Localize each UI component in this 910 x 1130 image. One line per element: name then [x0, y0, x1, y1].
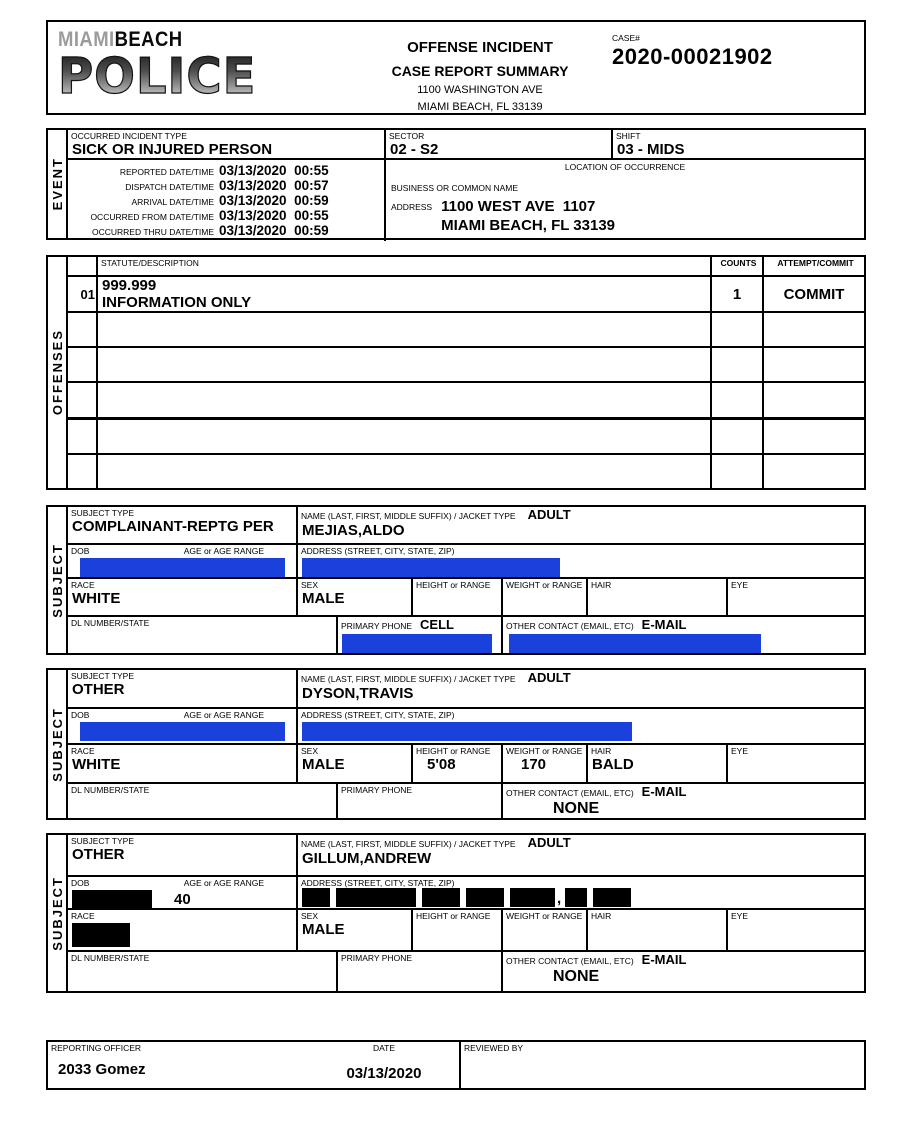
subject-name-value: GILLUM,ANDREW: [302, 850, 432, 867]
location-of-occurrence-label: LOCATION OF OCCURRENCE: [564, 162, 686, 172]
other-contact-cell: [503, 784, 864, 818]
dl-label: DL NUMBER/STATE: [71, 618, 150, 629]
race-cell: [68, 745, 298, 782]
hair-label: HAIR: [591, 746, 612, 757]
offense-description: INFORMATION ONLY: [102, 294, 252, 312]
subject-section-1: [46, 505, 866, 655]
dob-cell: [68, 545, 298, 578]
race-value: WHITE: [72, 590, 121, 608]
subject-name-cell: [298, 670, 864, 707]
subject-address-cell: [298, 545, 864, 578]
sex-label: SEX: [301, 746, 319, 757]
subject-name-value: MEJIAS,ALDO: [302, 522, 405, 539]
address-comma: ,: [557, 890, 562, 907]
eye-cell: [728, 745, 864, 782]
subject-section-2: [46, 668, 866, 820]
reported-datetime-value: 03/13/2020 00:55: [219, 163, 329, 178]
event-section: [46, 128, 866, 240]
incident-type-cell: [68, 130, 386, 158]
jacket-type-value: ADULT: [527, 835, 571, 850]
hair-cell: [588, 910, 728, 950]
weight-cell: [503, 745, 588, 782]
offense-counts: 1: [712, 277, 764, 311]
subject-type-value: COMPLAINANT-REPTG PER: [72, 518, 274, 535]
dob-label: DOB: [71, 709, 90, 720]
race-label: RACE: [71, 746, 95, 757]
offense-number: 01: [68, 277, 98, 311]
subject-type-cell: [68, 507, 298, 543]
address-redaction-bar: [510, 888, 555, 907]
sex-value: MALE: [302, 756, 345, 774]
sex-value: MALE: [302, 921, 345, 938]
subject-type-cell: [68, 670, 298, 707]
report-title-block: [348, 22, 612, 113]
dob-cell: [68, 877, 298, 908]
address-redaction-bars: [302, 888, 864, 907]
case-number: 2020-00021902: [612, 44, 773, 69]
case-number-block: [612, 22, 864, 113]
offense-empty-row: [68, 420, 864, 455]
age-label: AGE or AGE RANGE: [183, 709, 264, 720]
occurred-from-datetime-value: 03/13/2020 00:55: [219, 208, 329, 223]
other-contact-value: NONE: [553, 968, 600, 985]
dl-label: DL NUMBER/STATE: [71, 784, 150, 795]
primary-phone-label: PRIMARY PHONE: [341, 784, 413, 795]
address-redaction-bar: [466, 888, 504, 907]
counts-header: COUNTS: [720, 258, 757, 268]
weight-cell: [503, 910, 588, 950]
offense-empty-row: [68, 383, 864, 419]
report-page: [46, 20, 866, 1090]
report-title: OFFENSE INCIDENT: [407, 39, 553, 56]
address-redaction-bar: [302, 888, 330, 907]
event-label-column: [48, 130, 68, 238]
subject-address-label: ADDRESS (STREET, CITY, STATE, ZIP): [301, 545, 455, 556]
dl-cell: [68, 784, 338, 818]
hair-label: HAIR: [591, 580, 612, 591]
business-name-label: BUSINESS OR COMMON NAME: [391, 183, 519, 193]
dob-cell: [68, 709, 298, 743]
location-of-occurrence-cell: [386, 160, 864, 241]
subject-type-cell: [68, 835, 298, 875]
offenses-vertical-label: OFFENSES: [49, 329, 65, 416]
offense-row: [68, 277, 864, 313]
hair-cell: [588, 745, 728, 782]
sector-value: 02 - S2: [390, 141, 439, 158]
other-contact-redaction-bar: [509, 634, 761, 653]
other-contact-type: E-MAIL: [641, 783, 687, 799]
datetime-row: [70, 178, 378, 193]
sex-cell: [298, 910, 413, 950]
reviewed-by-cell: [461, 1042, 864, 1088]
reporting-officer-label: REPORTING OFFICER: [51, 1043, 142, 1053]
logo-miami-text: MIAMI: [58, 28, 115, 51]
hair-cell: [588, 579, 728, 615]
subject-address-cell: [298, 877, 864, 908]
shift-label: SHIFT: [616, 131, 641, 141]
other-contact-label: OTHER CONTACT (EMAIL, ETC): [506, 787, 634, 798]
name-label: NAME (LAST, FIRST, MIDDLE SUFFIX) / JACKET TYPE: [301, 674, 516, 684]
event-vertical-label: EVENT: [49, 157, 65, 211]
other-contact-label: OTHER CONTACT (EMAIL, ETC): [506, 621, 634, 632]
subject-name-cell: [298, 835, 864, 875]
other-contact-type: E-MAIL: [641, 617, 687, 633]
phone-type-value: CELL: [420, 617, 454, 633]
occurred-thru-datetime-label: OCCURRED THRU DATE/TIME: [92, 227, 214, 237]
subject-label-column: [48, 835, 68, 991]
sector-label: SECTOR: [389, 131, 425, 141]
occurrence-address-line1: 1100 WEST AVE 1107: [441, 198, 596, 215]
arrival-datetime-label: ARRIVAL DATE/TIME: [131, 197, 214, 207]
subject-label-column: [48, 507, 68, 653]
offense-statute: 999.999: [102, 277, 157, 294]
weight-cell: [503, 579, 588, 615]
subject-label-column: [48, 670, 68, 818]
date-label: DATE: [372, 1043, 396, 1053]
arrival-datetime-value: 03/13/2020 00:59: [219, 193, 329, 208]
race-cell: [68, 910, 298, 950]
phone-cell: [338, 952, 503, 991]
dl-cell: [68, 617, 338, 653]
height-label: HEIGHT or RANGE: [416, 580, 491, 591]
primary-phone-label: PRIMARY PHONE: [341, 621, 413, 632]
sex-label: SEX: [301, 911, 319, 921]
sex-label: SEX: [301, 580, 319, 591]
date-value: 03/13/2020: [346, 1065, 422, 1082]
race-label: RACE: [71, 580, 95, 591]
other-contact-cell: [503, 952, 864, 991]
eye-label: EYE: [731, 911, 749, 921]
incident-type-value: SICK OR INJURED PERSON: [72, 141, 273, 158]
subject-address-cell: [298, 709, 864, 743]
miami-beach-police-logo: [48, 22, 348, 113]
subject-type-label: SUBJECT TYPE: [71, 836, 134, 846]
date-cell: [309, 1042, 459, 1088]
hq-address-line2: MIAMI BEACH, FL 33139: [417, 101, 543, 113]
logo-police-text: POLICE: [58, 52, 342, 102]
subject-name-value: DYSON,TRAVIS: [302, 685, 414, 702]
dispatch-datetime-value: 03/13/2020 00:57: [219, 178, 329, 193]
subject-vertical-label: SUBJECT: [49, 875, 65, 951]
occurred-from-datetime-label: OCCURRED FROM DATE/TIME: [90, 212, 214, 222]
height-cell: [413, 579, 503, 615]
jacket-type-value: ADULT: [527, 507, 571, 522]
eye-label: EYE: [731, 746, 749, 757]
event-datetimes: [68, 160, 386, 241]
reporting-officer-cell: [48, 1042, 309, 1088]
height-label: HEIGHT or RANGE: [416, 911, 491, 921]
dispatch-datetime-label: DISPATCH DATE/TIME: [125, 182, 214, 192]
datetime-row: [70, 163, 378, 178]
dob-redaction-bar: [72, 890, 152, 908]
height-label: HEIGHT or RANGE: [416, 746, 491, 757]
offenses-section: [46, 255, 866, 490]
offense-statute-cell: [98, 277, 712, 311]
occurred-thru-datetime-value: 03/13/2020 00:59: [219, 223, 329, 238]
offenses-label-column: [48, 257, 68, 488]
subject-vertical-label: SUBJECT: [49, 542, 65, 618]
phone-cell: [338, 784, 503, 818]
dob-label: DOB: [71, 878, 90, 888]
occurrence-address-line2: MIAMI BEACH, FL 33139: [441, 216, 616, 234]
sex-value: MALE: [302, 590, 345, 608]
datetime-row: [70, 193, 378, 208]
race-value: WHITE: [72, 756, 121, 774]
hair-label: HAIR: [591, 911, 612, 921]
address-redaction-bar: [593, 888, 631, 907]
datetime-row: [70, 223, 378, 238]
dob-redaction-bar: [80, 722, 285, 741]
offense-attempt-commit: COMMIT: [783, 285, 845, 303]
reporting-officer-value: 2033 Gomez: [58, 1061, 146, 1078]
attempt-commit-header: ATTEMPT/COMMIT: [777, 258, 854, 268]
dob-label: DOB: [71, 545, 90, 556]
logo-beach-text: BEACH: [114, 28, 183, 51]
height-value: 5'08: [427, 756, 456, 774]
dl-cell: [68, 952, 338, 991]
reported-datetime-label: REPORTED DATE/TIME: [119, 167, 214, 177]
age-label: AGE or AGE RANGE: [183, 545, 264, 556]
other-contact-cell: [503, 617, 864, 653]
reviewed-by-label: REVIEWED BY: [464, 1043, 524, 1053]
address-redaction-bar: [565, 888, 587, 907]
occurrence-address-value: [441, 198, 615, 236]
weight-label: WEIGHT or RANGE: [506, 911, 583, 921]
race-redaction-bar: [72, 923, 130, 947]
sector-cell: [386, 130, 613, 158]
subject-section-3: [46, 833, 866, 993]
subject-type-value: OTHER: [72, 681, 125, 698]
occurrence-address-label: ADDRESS: [391, 202, 433, 212]
hq-address-line1: 1100 WASHINGTON AVE: [417, 84, 543, 96]
address-redaction-bar: [302, 722, 632, 741]
offense-empty-row: [68, 348, 864, 383]
subject-type-label: SUBJECT TYPE: [71, 508, 134, 518]
eye-cell: [728, 910, 864, 950]
header-section: [46, 20, 866, 115]
eye-label: EYE: [731, 580, 749, 591]
name-label: NAME (LAST, FIRST, MIDDLE SUFFIX) / JACKET TYPE: [301, 511, 516, 521]
offense-empty-row: [68, 455, 864, 488]
phone-cell: [338, 617, 503, 653]
height-cell: [413, 745, 503, 782]
address-redaction-bar: [422, 888, 460, 907]
subject-address-label: ADDRESS (STREET, CITY, STATE, ZIP): [301, 878, 455, 888]
report-subtitle: CASE REPORT SUMMARY: [391, 63, 569, 79]
other-contact-value: NONE: [553, 799, 600, 817]
statute-header: STATUTE/DESCRIPTION: [101, 258, 199, 268]
dob-redaction-bar: [80, 558, 285, 577]
race-label: RACE: [71, 911, 95, 921]
dl-label: DL NUMBER/STATE: [71, 953, 150, 963]
weight-label: WEIGHT or RANGE: [506, 580, 583, 591]
name-label: NAME (LAST, FIRST, MIDDLE SUFFIX) / JACKET TYPE: [301, 839, 516, 849]
weight-label: WEIGHT or RANGE: [506, 746, 583, 757]
age-label: AGE or AGE RANGE: [183, 878, 264, 888]
shift-value: 03 - MIDS: [617, 141, 685, 158]
offense-table-header: [68, 257, 864, 277]
hair-value: BALD: [592, 756, 634, 774]
address-redaction-bar: [336, 888, 416, 907]
weight-value: 170: [521, 756, 547, 774]
eye-cell: [728, 579, 864, 615]
race-cell: [68, 579, 298, 615]
age-value: 40: [174, 891, 191, 908]
footer-section: [46, 1040, 866, 1090]
sex-cell: [298, 745, 413, 782]
shift-cell: [613, 130, 864, 158]
height-cell: [413, 910, 503, 950]
case-number-label: CASE#: [612, 33, 640, 43]
subject-type-value: OTHER: [72, 846, 125, 863]
datetime-row: [70, 208, 378, 223]
subject-name-cell: [298, 507, 864, 543]
subject-address-label: ADDRESS (STREET, CITY, STATE, ZIP): [301, 709, 455, 720]
offense-empty-row: [68, 313, 864, 348]
incident-type-label: OCCURRED INCIDENT TYPE: [71, 131, 187, 141]
sex-cell: [298, 579, 413, 615]
primary-phone-label: PRIMARY PHONE: [341, 953, 413, 963]
other-contact-type: E-MAIL: [641, 952, 687, 967]
subject-vertical-label: SUBJECT: [49, 706, 65, 782]
address-redaction-bar: [302, 558, 560, 577]
phone-redaction-bar: [342, 634, 492, 653]
other-contact-label: OTHER CONTACT (EMAIL, ETC): [506, 956, 634, 966]
offense-number-header: [68, 257, 98, 275]
subject-type-label: SUBJECT TYPE: [71, 671, 134, 681]
jacket-type-value: ADULT: [527, 670, 571, 685]
